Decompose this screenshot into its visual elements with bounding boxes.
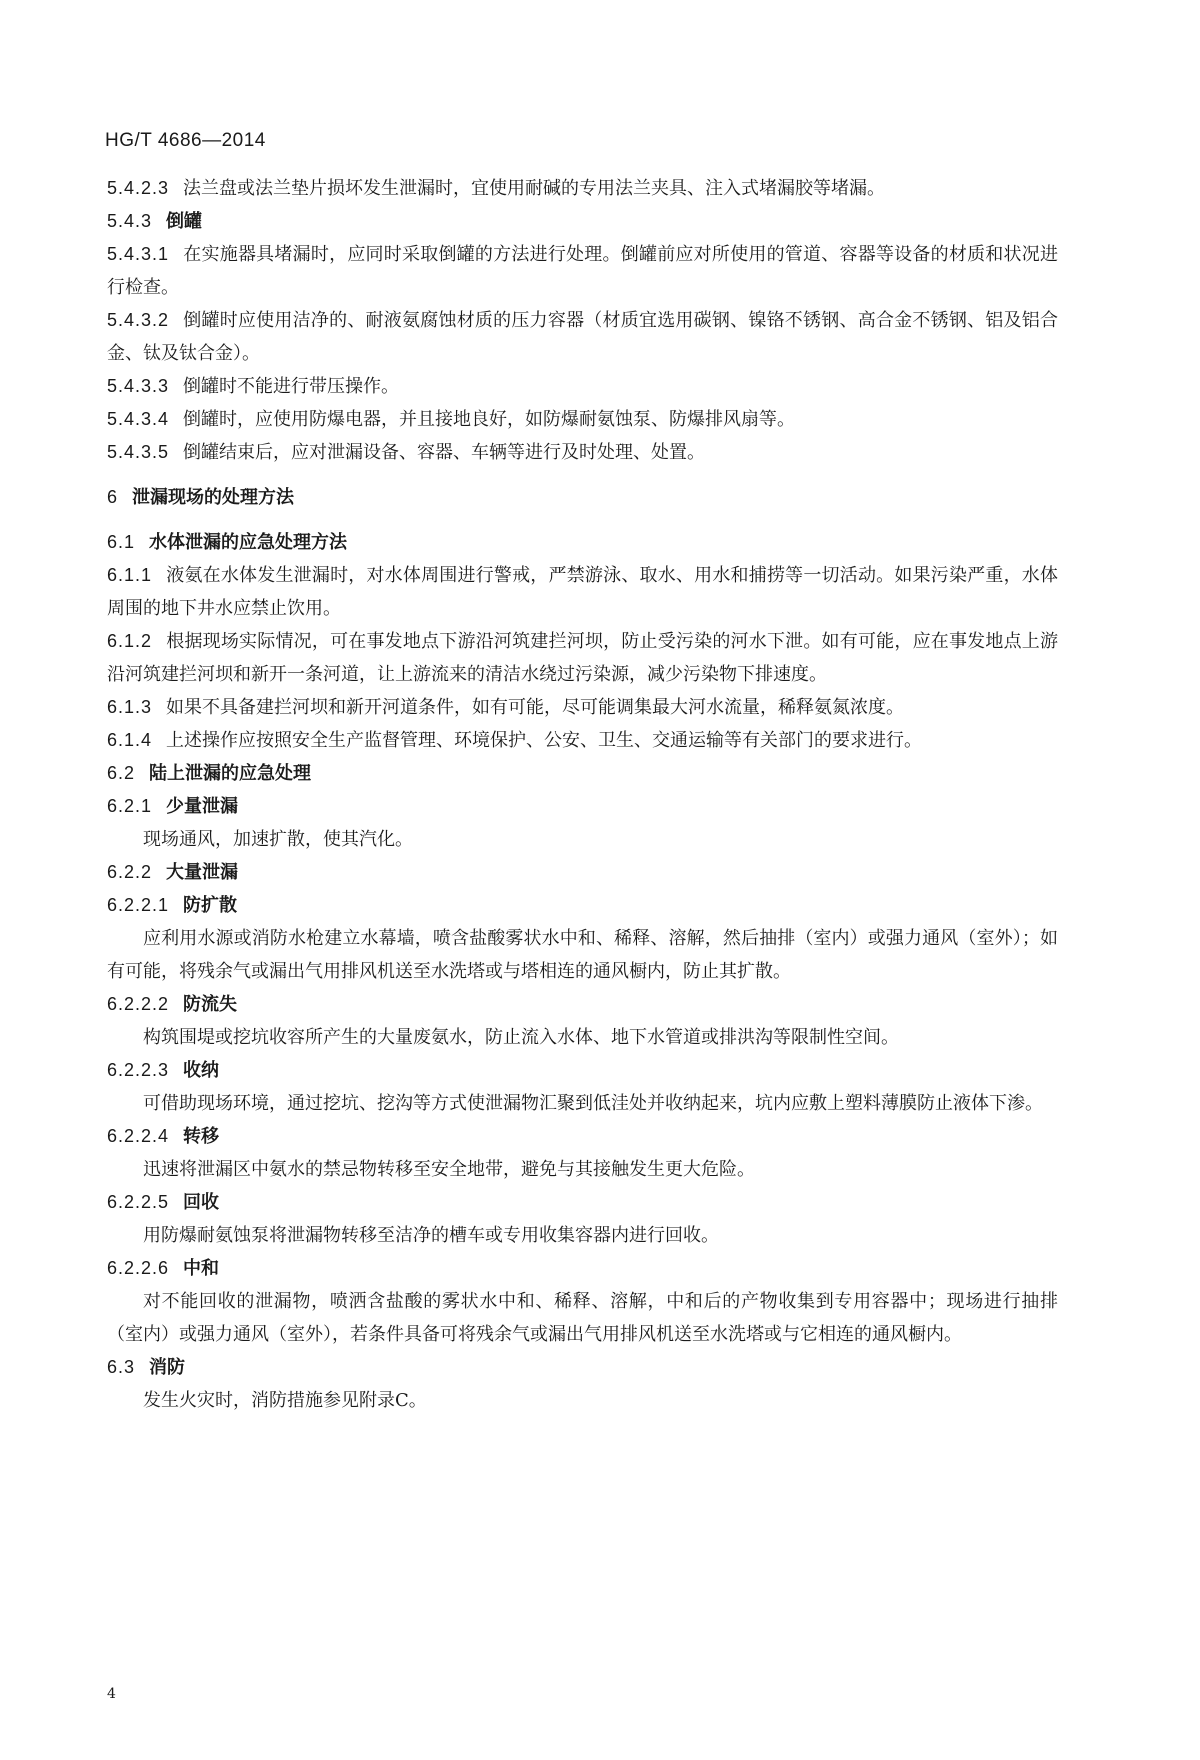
section-heading	[107, 205, 1058, 238]
heading-text: 大量泄漏	[166, 862, 239, 883]
clause-paragraph	[107, 559, 1058, 625]
clause-paragraph	[107, 691, 1058, 724]
section-heading	[107, 757, 1058, 790]
body-paragraph: 可借助现场环境，通过挖坑、挖沟等方式使泄漏物汇聚到低洼处并收纳起来，坑内应敷上塑料薄膜防止液体下渗。	[143, 1093, 1043, 1114]
clause-number: 5.4.3	[107, 211, 153, 231]
heading-text: 中和	[183, 1258, 220, 1279]
clause-text: 倒罐时不能进行带压操作。	[183, 376, 400, 397]
body-paragraph: 应利用水源或消防水枪建立水幕墙，喷含盐酸雾状水中和、稀释、溶解，然后抽排（室内）或强力通风（室外）；如有可能，将残余气或漏出气用排风机送至水洗塔或与塔相连的通风橱内，防止其扩散。	[107, 928, 1058, 982]
clause-number: 6.2.2.5	[107, 1192, 170, 1212]
clause-paragraph	[107, 436, 1058, 469]
clause-text: 根据现场实际情况，可在事发地点下游沿河筑建拦河坝，防止受污染的河水下泄。如有可能，应在事发地点上游沿河筑建拦河坝和新开一条河道，让上游流来的清洁水绕过污染源，减少污染物下排速度。	[107, 631, 1058, 685]
body-paragraph: 用防爆耐氨蚀泵将泄漏物转移至洁净的槽车或专用收集容器内进行回收。	[143, 1225, 719, 1246]
clause-number: 6.1.1	[107, 565, 153, 585]
clause-number: 6.2.2.1	[107, 895, 170, 915]
section-heading	[107, 988, 1058, 1021]
body-paragraph: 迅速将泄漏区中氨水的禁忌物转移至安全地带，避免与其接触发生更大危险。	[143, 1159, 755, 1180]
body-paragraph: 对不能回收的泄漏物，喷洒含盐酸的雾状水中和、稀释、溶解，中和后的产物收集到专用容器中；现场进行抽排（室内）或强力通风（室外），若条件具备可将残余气或漏出气用排风机送至水洗塔或与它相连的通风橱内。	[107, 1291, 1058, 1345]
page-number: 4	[107, 1686, 116, 1702]
section-heading	[107, 1054, 1058, 1087]
clause-paragraph	[107, 625, 1058, 691]
body-paragraph: 构筑围堤或挖坑收容所产生的大量废氨水，防止流入水体、地下水管道或排洪沟等限制性空间。	[143, 1027, 899, 1048]
section-heading	[107, 889, 1058, 922]
clause-number: 5.4.3.3	[107, 376, 170, 396]
section-heading	[107, 526, 1058, 559]
clause-paragraph	[107, 370, 1058, 403]
clause-number: 6.2	[107, 763, 136, 783]
clause-number: 6.1.4	[107, 730, 153, 750]
clause-paragraph	[107, 172, 1058, 205]
heading-text: 消防	[149, 1357, 186, 1378]
section-heading	[107, 790, 1058, 823]
clause-number: 5.4.3.1	[107, 244, 170, 264]
clause-text: 在实施器具堵漏时，应同时采取倒罐的方法进行处理。倒罐前应对所使用的管道、容器等设备的材质和状况进行检查。	[107, 244, 1058, 298]
heading-text: 倒罐	[166, 211, 203, 232]
section-heading	[107, 1252, 1058, 1285]
clause-paragraph	[107, 238, 1058, 304]
heading-text: 水体泄漏的应急处理方法	[149, 532, 348, 553]
section-heading	[107, 481, 1058, 514]
section-heading	[107, 1120, 1058, 1153]
clause-text: 倒罐时，应使用防爆电器，并且接地良好，如防爆耐氨蚀泵、防爆排风扇等。	[183, 409, 796, 430]
clause-number: 6.2.2	[107, 862, 153, 882]
clause-number: 5.4.3.4	[107, 409, 170, 429]
standard-code: HG/T 4686—2014	[105, 130, 266, 151]
heading-text: 防扩散	[183, 895, 238, 916]
heading-text: 防流失	[183, 994, 238, 1015]
clause-text: 上述操作应按照安全生产监督管理、环境保护、公安、卫生、交通运输等有关部门的要求进行。	[166, 730, 923, 751]
clause-number: 6.3	[107, 1357, 136, 1377]
clause-number: 6.1.2	[107, 631, 153, 651]
section-heading	[107, 1186, 1058, 1219]
clause-number: 6.2.2.2	[107, 994, 170, 1014]
clause-paragraph	[107, 304, 1058, 370]
section-heading	[107, 1351, 1058, 1384]
clause-number: 6.2.1	[107, 796, 153, 816]
section-heading	[107, 856, 1058, 889]
clause-text: 如果不具备建拦河坝和新开河道条件，如有可能，尽可能调集最大河水流量，稀释氨氮浓度。	[166, 697, 905, 718]
clause-number: 6	[107, 487, 119, 507]
heading-text: 转移	[183, 1126, 220, 1147]
body-paragraph: 发生火灾时，消防措施参见附录C。	[143, 1390, 427, 1411]
clause-number: 5.4.3.5	[107, 442, 170, 462]
clause-number: 5.4.3.2	[107, 310, 170, 330]
clause-text: 倒罐结束后，应对泄漏设备、容器、车辆等进行及时处理、处置。	[183, 442, 706, 463]
heading-text: 收纳	[183, 1060, 220, 1081]
clause-number: 6.1.3	[107, 697, 153, 717]
clause-number: 6.2.2.4	[107, 1126, 170, 1146]
clause-text: 法兰盘或法兰垫片损坏发生泄漏时，宜使用耐碱的专用法兰夹具、注入式堵漏胶等堵漏。	[183, 178, 886, 199]
clause-paragraph	[107, 403, 1058, 436]
heading-text: 回收	[183, 1192, 220, 1213]
document-body	[107, 172, 1058, 1417]
heading-text: 少量泄漏	[166, 796, 239, 817]
clause-text: 液氨在水体发生泄漏时，对水体周围进行警戒，严禁游泳、取水、用水和捕捞等一切活动。如果污染严重，水体周围的地下井水应禁止饮用。	[107, 565, 1058, 619]
heading-text: 陆上泄漏的应急处理	[149, 763, 312, 784]
clause-number: 6.2.2.3	[107, 1060, 170, 1080]
heading-text: 泄漏现场的处理方法	[132, 487, 295, 508]
clause-text: 倒罐时应使用洁净的、耐液氨腐蚀材质的压力容器（材质宜选用碳钢、镍铬不锈钢、高合金不锈钢、铝及铝合金、钛及钛合金）。	[107, 310, 1058, 364]
clause-paragraph	[107, 724, 1058, 757]
body-paragraph: 现场通风，加速扩散，使其汽化。	[143, 829, 413, 850]
clause-number: 6.1	[107, 532, 136, 552]
clause-number: 6.2.2.6	[107, 1258, 170, 1278]
clause-number: 5.4.2.3	[107, 178, 170, 198]
